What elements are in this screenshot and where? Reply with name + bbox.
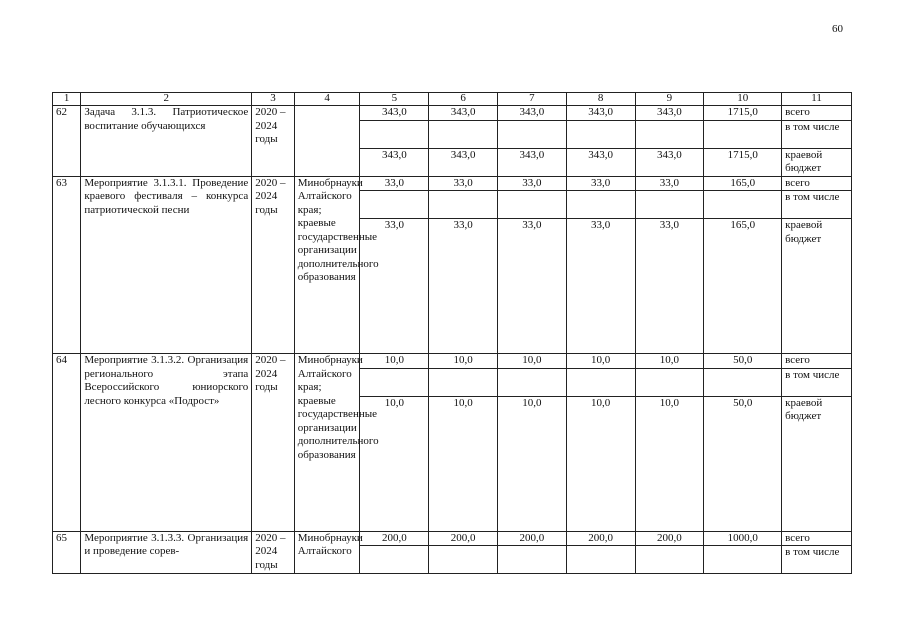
value-cell <box>635 120 704 148</box>
value-cell <box>429 368 498 396</box>
value-cell: 343,0 <box>497 148 566 176</box>
value-cell <box>429 120 498 148</box>
funding-source-cell: всего <box>782 354 852 369</box>
program-table <box>52 92 852 574</box>
row-number: 63 <box>53 176 81 354</box>
value-cell <box>704 368 782 396</box>
value-cell: 343,0 <box>429 106 498 121</box>
value-cell: 200,0 <box>360 531 429 546</box>
header-cell: 2 <box>81 93 252 106</box>
value-cell: 1715,0 <box>704 106 782 121</box>
value-cell <box>360 546 429 574</box>
funding-source-cell: в том числе <box>782 546 852 574</box>
value-cell: 10,0 <box>429 354 498 369</box>
header-cell: 1 <box>53 93 81 106</box>
value-cell: 33,0 <box>635 176 704 191</box>
value-cell <box>497 191 566 219</box>
funding-source-cell: всего <box>782 531 852 546</box>
funding-source-cell: в том числе <box>782 120 852 148</box>
value-cell: 343,0 <box>635 106 704 121</box>
value-cell: 343,0 <box>566 148 635 176</box>
funding-source-cell: краевой бюджет <box>782 219 852 354</box>
table-row <box>53 106 852 121</box>
value-cell: 33,0 <box>360 219 429 354</box>
value-cell <box>635 546 704 574</box>
row-name: Задача 3.1.3. Патриотическое воспитание обучающихся <box>81 106 252 177</box>
value-cell: 33,0 <box>566 176 635 191</box>
header-row <box>53 93 852 106</box>
table-row <box>53 531 852 546</box>
value-cell <box>635 368 704 396</box>
row-executor: Минобрнауки Алтайского края; краевые государственные организации дополнительного образования <box>294 176 360 354</box>
value-cell: 10,0 <box>360 396 429 531</box>
value-cell: 1000,0 <box>704 531 782 546</box>
funding-source-cell: в том числе <box>782 368 852 396</box>
table-row <box>53 354 852 369</box>
row-number: 64 <box>53 354 81 532</box>
value-cell: 10,0 <box>566 354 635 369</box>
row-period: 2020 – 2024 годы <box>252 531 294 574</box>
value-cell <box>497 546 566 574</box>
value-cell: 200,0 <box>497 531 566 546</box>
header-cell: 11 <box>782 93 852 106</box>
value-cell: 165,0 <box>704 176 782 191</box>
value-cell: 33,0 <box>429 219 498 354</box>
value-cell: 33,0 <box>497 176 566 191</box>
value-cell: 200,0 <box>635 531 704 546</box>
value-cell: 33,0 <box>497 219 566 354</box>
value-cell <box>360 191 429 219</box>
value-cell: 10,0 <box>497 354 566 369</box>
value-cell <box>704 120 782 148</box>
row-name: Мероприятие 3.1.3.3. Организация и проведение сорев- <box>81 531 252 574</box>
value-cell <box>566 120 635 148</box>
row-period: 2020 – 2024 годы <box>252 106 294 177</box>
table-row <box>53 176 852 191</box>
header-cell: 9 <box>635 93 704 106</box>
value-cell <box>360 368 429 396</box>
value-cell: 50,0 <box>704 396 782 531</box>
header-cell: 4 <box>294 93 360 106</box>
header-cell: 10 <box>704 93 782 106</box>
value-cell: 50,0 <box>704 354 782 369</box>
row-name: Мероприятие 3.1.3.2. Организация регионального этапа Всероссийского юниорского лесного конкурса «Подрост» <box>81 354 252 532</box>
header-cell: 3 <box>252 93 294 106</box>
value-cell: 10,0 <box>635 354 704 369</box>
header-cell: 5 <box>360 93 429 106</box>
value-cell: 33,0 <box>566 219 635 354</box>
value-cell <box>635 191 704 219</box>
value-cell <box>429 191 498 219</box>
value-cell: 200,0 <box>429 531 498 546</box>
value-cell: 10,0 <box>497 396 566 531</box>
row-name: Мероприятие 3.1.3.1. Проведение краевого фестиваля – конкурса патриотической песни <box>81 176 252 354</box>
value-cell <box>497 368 566 396</box>
funding-source-cell: всего <box>782 176 852 191</box>
value-cell <box>704 191 782 219</box>
value-cell <box>566 546 635 574</box>
value-cell: 200,0 <box>566 531 635 546</box>
value-cell: 33,0 <box>360 176 429 191</box>
value-cell: 343,0 <box>360 148 429 176</box>
value-cell <box>497 120 566 148</box>
value-cell <box>566 368 635 396</box>
row-number: 62 <box>53 106 81 177</box>
value-cell: 10,0 <box>566 396 635 531</box>
funding-source-cell: всего <box>782 106 852 121</box>
value-cell <box>360 120 429 148</box>
value-cell <box>429 546 498 574</box>
value-cell: 10,0 <box>360 354 429 369</box>
row-executor: Минобрнауки Алтайского <box>294 531 360 574</box>
funding-source-cell: в том числе <box>782 191 852 219</box>
row-period: 2020 – 2024 годы <box>252 176 294 354</box>
value-cell: 10,0 <box>429 396 498 531</box>
header-cell: 8 <box>566 93 635 106</box>
value-cell: 343,0 <box>497 106 566 121</box>
header-cell: 6 <box>429 93 498 106</box>
row-period: 2020 – 2024 годы <box>252 354 294 532</box>
row-number: 65 <box>53 531 81 574</box>
value-cell: 343,0 <box>360 106 429 121</box>
value-cell: 343,0 <box>566 106 635 121</box>
value-cell <box>704 546 782 574</box>
value-cell: 33,0 <box>429 176 498 191</box>
row-executor: Минобрнауки Алтайского края; краевые государственные организации дополнительного образования <box>294 354 360 532</box>
value-cell: 343,0 <box>635 148 704 176</box>
page-number: 60 <box>832 23 843 35</box>
funding-source-cell: краевой бюджет <box>782 148 852 176</box>
value-cell: 33,0 <box>635 219 704 354</box>
value-cell: 165,0 <box>704 219 782 354</box>
funding-source-cell: краевой бюджет <box>782 396 852 531</box>
value-cell <box>566 191 635 219</box>
header-cell: 7 <box>497 93 566 106</box>
row-executor <box>294 106 360 177</box>
value-cell: 10,0 <box>635 396 704 531</box>
value-cell: 1715,0 <box>704 148 782 176</box>
value-cell: 343,0 <box>429 148 498 176</box>
